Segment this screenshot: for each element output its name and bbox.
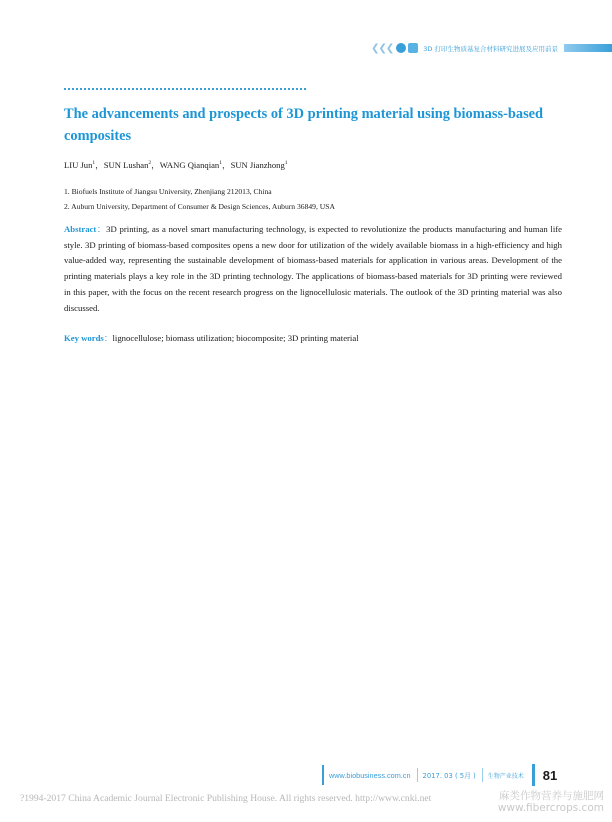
- author-name: LIU Jun: [64, 160, 93, 170]
- footer-journal-name: 生物产业技术: [487, 772, 524, 780]
- keywords-label-colon: ：: [103, 333, 113, 343]
- affiliations: [64, 184, 335, 214]
- site-watermark: [490, 790, 604, 814]
- footer-divider: [482, 768, 483, 782]
- author-name: SUN Lushan: [103, 160, 149, 170]
- footer-accent-bar: [322, 765, 324, 785]
- abstract-text: 3D printing, as a novel smart manufacturing technology, is expected to revolutionize the products manufacturing and human life style. 3D printing of biomass-based composites opens a new door for utilization of the widely available biomass in a high-efficiency and high value-added way, representing the sustainable development of biomass-based materials for application in various areas. Development of the printing materials plays a key role in the 3D printing technology. The applications of biomass-based materials for 3D printing were reviewed in this paper, with the focus on the recent research progress on the lignocellulosic materials. The outlook of the 3D printing material was also discussed.: [64, 224, 562, 313]
- circle-badge-icon: [396, 43, 406, 53]
- author-affil-mark: 2: [148, 160, 152, 166]
- author-separator: ，: [151, 160, 160, 170]
- affiliation-line: 1. Biofuels Institute of Jiangsu University, Zhenjiang 212013, China: [64, 187, 272, 196]
- page-number: 81: [542, 767, 558, 783]
- keywords-line: [64, 331, 562, 347]
- running-title: 3D 打印生物质基复合材料研究进展及应用前景: [423, 44, 558, 53]
- author-name: SUN Jianzhong: [230, 160, 285, 170]
- chevron-left-icon: ❮❮❮: [371, 42, 394, 54]
- header-color-bar: [564, 44, 612, 52]
- abstract-label: Abstract: [64, 224, 97, 234]
- page-footer: [322, 765, 557, 785]
- abstract-label-colon: ：: [96, 224, 107, 234]
- running-header: [371, 40, 612, 56]
- abstract-paragraph: [64, 222, 562, 316]
- author-affil-mark: 1: [92, 160, 96, 166]
- article-title: The advancements and prospects of 3D printing material using biomass-based composites: [64, 106, 544, 144]
- author-name: WANG Qianqian: [159, 160, 220, 170]
- affiliation-line: 2. Auburn University, Department of Consumer & Design Sciences, Auburn 36849, USA: [64, 202, 335, 211]
- keywords-text: lignocellulose; biomass utilization; biocomposite; 3D printing material: [112, 333, 359, 343]
- author-affil-mark: 1: [284, 160, 288, 166]
- author-affil-mark: 1: [219, 160, 222, 166]
- watermark-line: 麻类作物营养与施肥网: [499, 790, 604, 802]
- watermark-line: www.fibercrops.com: [497, 802, 604, 814]
- footer-accent-bar: [532, 764, 535, 786]
- dotted-divider: [64, 88, 306, 90]
- author-list: [64, 159, 288, 171]
- footer-divider: [417, 768, 418, 782]
- author-separator: ，: [95, 160, 104, 170]
- square-badge-icon: [408, 43, 418, 53]
- footer-url: www.biobusiness.com.cn: [329, 770, 411, 780]
- copyright-notice: ?1994-2017 China Academic Journal Electronic Publishing House. All rights reserved. http://www.cnki.net: [20, 793, 432, 804]
- footer-issue-date: 2017. 03 ( 5月 ): [422, 772, 476, 780]
- keywords-label: Key words: [64, 333, 104, 343]
- author-separator: ，: [221, 160, 231, 170]
